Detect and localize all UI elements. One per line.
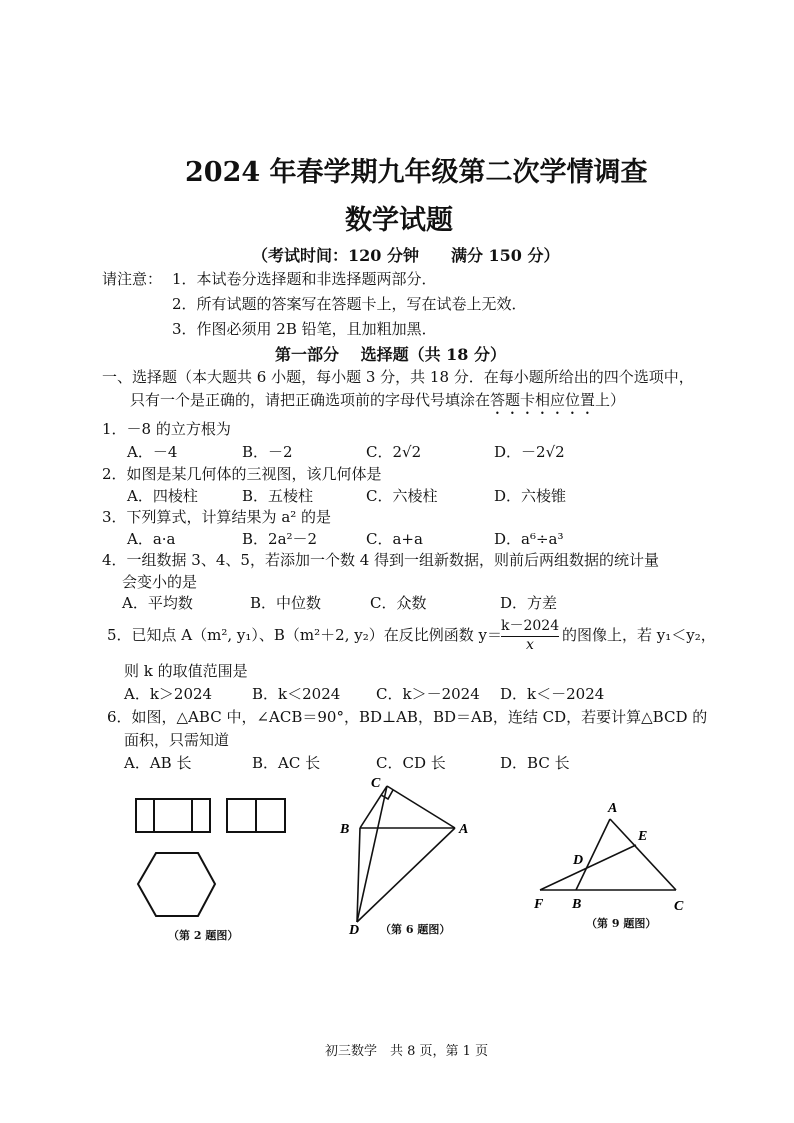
q4-stem-line1: 4．一组数据 3、4、5，若添加一个数 4 得到一组新数据，则前后两组数据的统计量: [102, 551, 660, 569]
label-c: C: [371, 776, 381, 791]
segment-fe: [540, 845, 636, 890]
front-view: [136, 799, 210, 832]
q2-option-b: B．五棱柱: [242, 487, 314, 505]
q5-fraction: [501, 615, 559, 653]
q1-option-a: A．－4: [127, 443, 178, 461]
q5-stem-line1-end: 的图像上，若 y₁＜y₂，: [562, 626, 716, 644]
q3-option-c: C．a+a: [366, 530, 423, 548]
q2-option-a: A．四棱柱: [127, 487, 198, 505]
part1-instruction-line1: 一、选择题（本大题共 6 小题，每小题 3 分，共 18 分．在每小题所给出的四个选项中，: [102, 368, 694, 386]
label-a: A: [459, 822, 469, 837]
q3-option-d: D．a⁶÷a³: [494, 530, 564, 548]
q5-stem-line1: 5．已知点 A（m², y₁）、B（m²＋2, y₂）在反比例函数 y＝: [107, 626, 502, 644]
q1-option-b: B．－2: [242, 443, 293, 461]
label-c: C: [674, 899, 684, 914]
notes-label: 请注意：: [102, 270, 163, 288]
instruction-text-c: 上）: [595, 391, 626, 409]
q1-option-c: C．2√2: [366, 443, 422, 461]
top-view-hexagon: [138, 853, 215, 916]
q2-option-d: D．六棱锥: [494, 487, 567, 505]
part1-instruction-line2: [130, 389, 625, 418]
q3-stem: 3．下列算式，计算结果为 a² 的是: [102, 508, 332, 526]
q6-option-c: C．CD 长: [376, 754, 446, 772]
figure-2-three-views: [125, 790, 305, 925]
q4-option-a: A．平均数: [122, 594, 193, 612]
q5-fraction-numerator: k－2024: [501, 615, 559, 637]
q5-option-b: B．k＜2024: [252, 685, 341, 703]
label-e: E: [638, 829, 648, 844]
q6-option-b: B．AC 长: [252, 754, 321, 772]
q5-stem-line2: 则 k 的取值范围是: [124, 662, 248, 680]
label-f: F: [534, 897, 544, 912]
q5-fraction-denominator: x: [526, 637, 534, 653]
instruction-emphasis: 答题卡相应位置: [490, 391, 596, 409]
q3-option-a: A．a·a: [127, 530, 176, 548]
figure-9-caption: （第 9 题图）: [586, 917, 657, 930]
figure-6-triangle-diagram: [335, 770, 485, 940]
label-b: B: [572, 897, 582, 912]
q2-stem: 2．如图是某几何体的三视图，该几何体是: [102, 465, 382, 483]
q3-option-b: B．2a²－2: [242, 530, 318, 548]
q2-option-c: C．六棱柱: [366, 487, 438, 505]
page-title: 2024 年春学期九年级第二次学情调查: [185, 157, 648, 188]
q4-option-c: C．众数: [370, 594, 427, 612]
segment-ca: [387, 786, 455, 828]
q4-option-d: D．方差: [500, 594, 558, 612]
exam-info: （考试时间：120 分钟 满分 150 分）: [252, 246, 560, 265]
q6-stem-line1: 6．如图，△ABC 中，∠ACB＝90°，BD⊥AB，BD＝AB，连结 CD，若要计算△BCD 的: [107, 708, 708, 726]
label-d: D: [349, 923, 360, 938]
paper-subtitle: 数学试题: [345, 205, 453, 236]
segment-da: [357, 828, 455, 922]
note-item-2: 2．所有试题的答案写在答题卡上，写在试卷上无效．: [172, 295, 527, 313]
label-d: D: [573, 853, 584, 868]
q5-option-d: D．k＜－2024: [500, 685, 605, 703]
q6-option-a: A．AB 长: [124, 754, 192, 772]
figure-9-triangle-diagram: [528, 795, 698, 915]
note-item-3: 3．作图必须用 2B 铅笔，且加粗加黑．: [172, 320, 437, 338]
figure-2-caption: （第 2 题图）: [168, 929, 239, 942]
page-footer: 初三数学 共 8 页，第 1 页: [325, 1044, 489, 1059]
segment-cd: [357, 786, 387, 922]
label-b: B: [340, 822, 350, 837]
q5-option-c: C．k＞－2024: [376, 685, 480, 703]
q4-stem-line2: 会变小的是: [122, 573, 198, 591]
figure-6-caption: （第 6 题图）: [380, 923, 451, 936]
q6-stem-line2: 面积，只需知道: [124, 731, 230, 749]
note-item-1: 1．本试卷分选择题和非选择题两部分．: [172, 270, 437, 288]
q1-stem: 1．－8 的立方根为: [102, 420, 231, 438]
part1-heading: 第一部分 选择题（共 18 分）: [275, 345, 506, 364]
q4-option-b: B．中位数: [250, 594, 322, 612]
instruction-text-a: 只有一个是正确的，请把正确选项前的字母代号填涂在: [130, 391, 491, 409]
q5-option-a: A．k＞2024: [124, 685, 213, 703]
q6-option-d: D．BC 长: [500, 754, 570, 772]
q1-option-d: D．－2√2: [494, 443, 565, 461]
label-a: A: [608, 801, 618, 816]
